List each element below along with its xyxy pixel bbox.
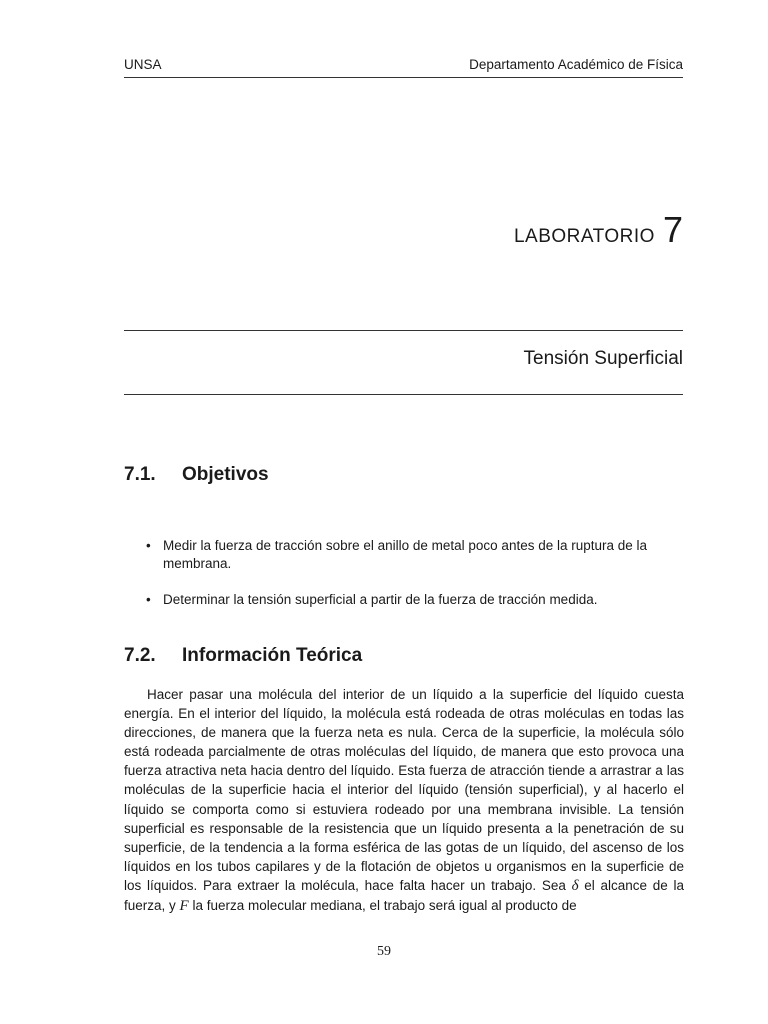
- section-heading-informacion-teorica: [124, 644, 362, 668]
- section-title: Objetivos: [182, 464, 269, 485]
- list-item: [146, 537, 686, 573]
- bullet-icon: •: [146, 592, 151, 607]
- header-department: Departamento Académico de Física: [469, 57, 683, 72]
- section-heading-objetivos: [124, 463, 269, 487]
- math-symbol-F: F: [179, 898, 189, 915]
- bullet-icon: •: [146, 538, 151, 553]
- title-rule-top: [124, 330, 683, 331]
- header-institution: UNSA: [124, 57, 162, 72]
- paragraph-text: la fuerza molecular mediana, el trabajo será igual al producto de: [188, 898, 577, 914]
- section-number: 7.2.: [124, 645, 156, 666]
- objective-text: Determinar la tensión superficial a partir de la fuerza de tracción medida.: [163, 592, 598, 607]
- math-symbol-delta: δ: [571, 877, 579, 894]
- running-header: [124, 56, 683, 74]
- section-number: 7.1.: [124, 464, 156, 485]
- objective-text: Medir la fuerza de tracción sobre el anillo de metal poco antes de la ruptura de la membrana.: [163, 538, 648, 571]
- header-rule: [124, 77, 683, 78]
- objectives-list: [146, 537, 686, 627]
- page-number: 59: [377, 944, 391, 959]
- paragraph-text: Hacer pasar una molécula del interior de un líquido a la superficie del líquido cuesta energía. En el interior del líquido, la molécula está rodeada de otras moléculas en todas las direcciones, de manera que la fuerza neta es nula. Cerca de la superficie, la molécula sólo está rodeada parcialmente de otras moléculas del líquido, de manera que esto provoca una fuerza atractiva neta hacia dentro del líquido. Esta fuerza de atracción tiende a arrastrar a las moléculas de la superficie hacia el interior del líquido (tensión superficial), y al hacerlo el líquido se comporta como si estuviera rodeado por una membrana invisible. La tensión superficial es responsable de la resistencia que un líquido presenta a la penetración de su superficie, de la tendencia a la forma esférica de las gotas de un líquido, del ascenso de los líquidos en los tubos capilares y de la flotación de objetos u organismos en la superficie de los líquidos. Para extraer la molécula, hace falta hacer un trabajo. Sea: [124, 687, 684, 893]
- section-title: Información Teórica: [182, 645, 363, 666]
- chapter-number: 7: [662, 209, 683, 250]
- title-rule-bottom: [124, 394, 683, 395]
- chapter-heading: [514, 210, 683, 250]
- paragraph-text: el alcance de la fuerza, y: [124, 877, 684, 914]
- chapter-title: Tensión Superficial: [523, 348, 683, 369]
- body-paragraph: [124, 685, 684, 916]
- list-item: [146, 591, 686, 609]
- chapter-label: LABORATORIO: [513, 226, 655, 247]
